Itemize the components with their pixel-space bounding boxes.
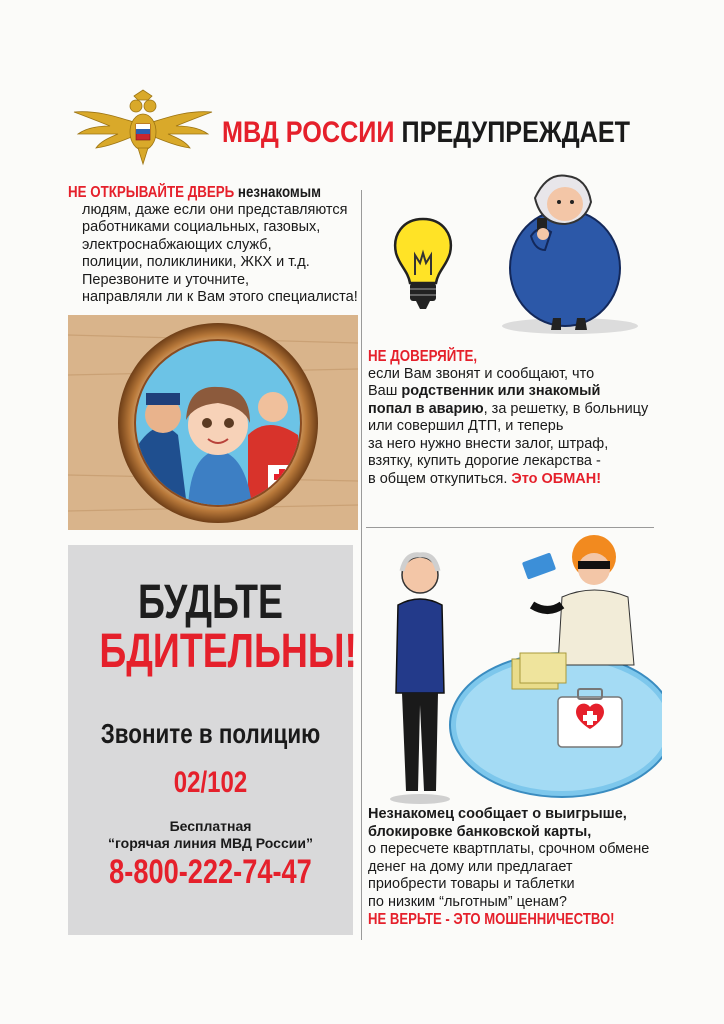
block1-line: полиции, поликлиники, ЖКХ и т.д.: [82, 254, 310, 270]
block2-l3a: попал в аварию: [368, 400, 484, 417]
peephole-illustration: [68, 315, 358, 530]
block2-line: если Вам звонят и сообщают, что: [368, 365, 595, 382]
panel-phone: 8-800-222-74-47: [109, 853, 312, 891]
vertical-divider: [361, 190, 362, 940]
panel-call: Звоните в полицию: [100, 718, 321, 749]
block2-l2b: родственник или знакомый: [401, 383, 601, 399]
mvd-emblem-icon: [70, 88, 216, 166]
title-red: МВД РОССИИ: [222, 116, 395, 149]
title-dark: ПРЕДУПРЕЖДАЕТ: [401, 116, 631, 149]
block2-lead-red: НЕ ДОВЕРЯЙТЕ,: [368, 348, 478, 365]
block2-line: взятку, купить дорогие лекарства -: [368, 453, 601, 469]
block2-l7b: Это ОБМАН!: [511, 470, 602, 487]
block1-line: людям, даже если они представляются: [82, 201, 348, 218]
block2-text: [368, 348, 653, 488]
block1-lead-red: НЕ ОТКРЫВАЙТЕ ДВЕРЬ: [68, 184, 235, 201]
block2-line: [368, 401, 653, 419]
block3-line: о пересчете квартплаты, срочном обмене: [368, 841, 650, 857]
block2-l3b: , за решетку, в больницу: [483, 400, 649, 417]
block2-line: [368, 471, 653, 489]
block1-line: работниками социальных, газовых,: [82, 219, 321, 235]
block3-line: денег на дому или предлагает: [368, 858, 573, 875]
horizontal-divider: [366, 527, 654, 528]
block3-bold1: Незнакомец сообщает о выигрыше,: [368, 806, 627, 822]
panel-hotline: “горячая линия МВД России”: [108, 835, 313, 851]
block3-warn: НЕ ВЕРЬТЕ - ЭТО МОШЕННИЧЕСТВО!: [368, 911, 615, 928]
block1-line: направляли ли к Вам этого специалиста!: [82, 289, 358, 305]
block3-text: [368, 806, 658, 929]
grandma-illustration: [495, 168, 645, 338]
block2-line: или совершил ДТП, и теперь: [368, 418, 564, 434]
block2-line: [368, 383, 653, 401]
panel-line2: БДИТЕЛЬНЫ!: [99, 625, 358, 678]
panel-free: Бесплатная: [169, 818, 252, 834]
page-title: [222, 116, 630, 150]
block1-text: [68, 184, 358, 307]
panel-line1: БУДЬТЕ: [137, 576, 284, 629]
block1-line: Перезвоните и уточните,: [82, 271, 250, 288]
block1-lead-dark: незнакомым: [237, 184, 322, 201]
block3-bold2: блокировке банковской карты,: [368, 823, 592, 840]
block2-l7a: в общем откупиться.: [368, 470, 508, 487]
lightbulb-icon: [388, 215, 458, 315]
block2-line: за него нужно внести залог, штраф,: [368, 435, 609, 452]
block2-l2a: Ваш: [368, 383, 398, 399]
block3-line: приобрести товары и таблетки: [368, 876, 575, 892]
block1-line: электроснабжающих служб,: [82, 236, 272, 253]
block3-line: по низким “льготным” ценам?: [368, 893, 567, 910]
panel-number: 02/102: [173, 766, 248, 799]
scam-illustration: [372, 535, 662, 805]
